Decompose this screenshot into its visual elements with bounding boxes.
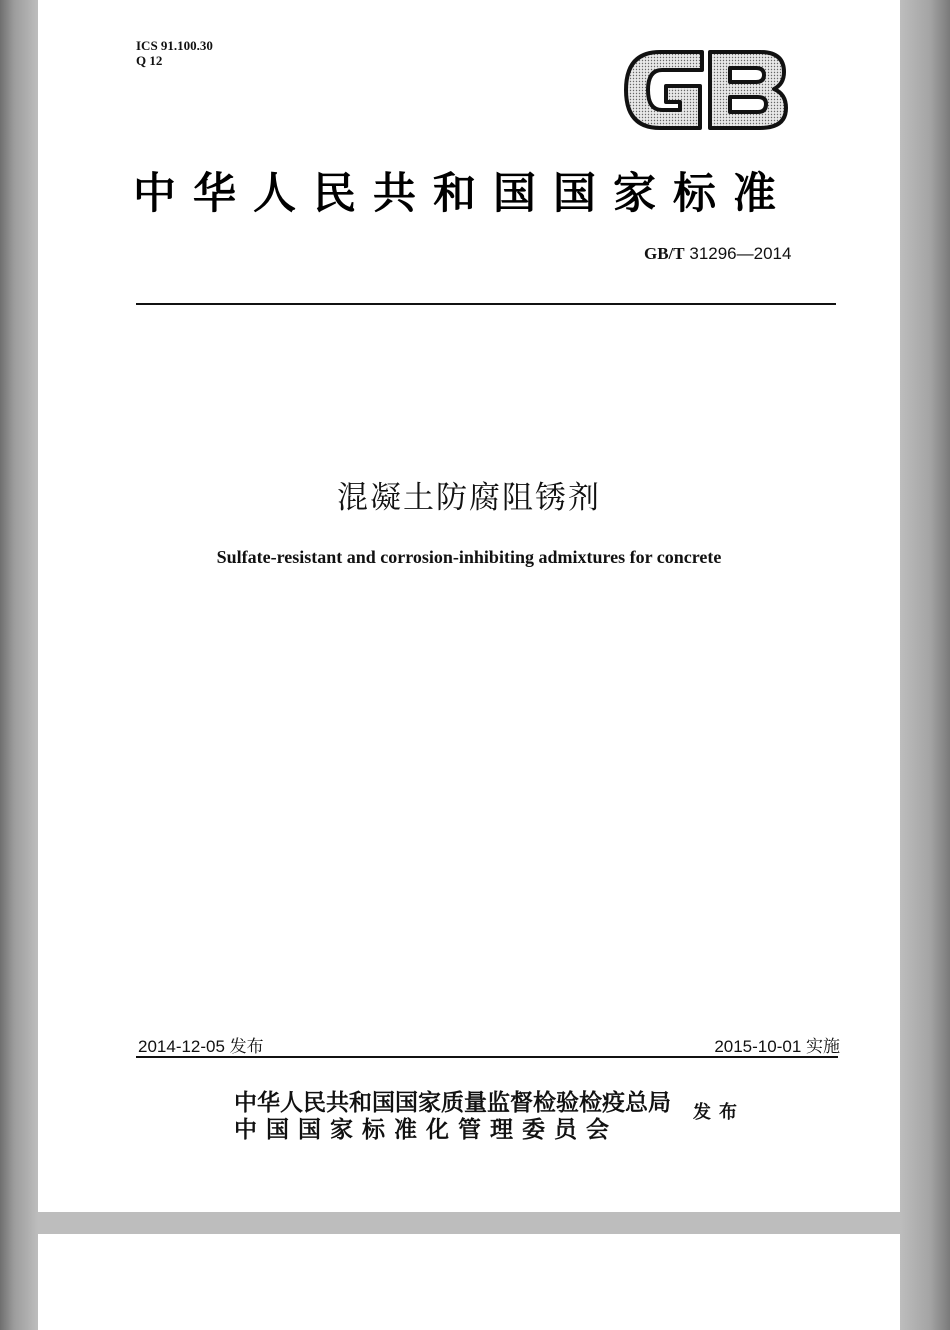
document-title-en: Sulfate-resistant and corrosion-inhibiting admixtures for concrete: [216, 547, 722, 567]
issuer-line-2: 中国国家标准化管理委员会: [234, 1117, 618, 1143]
standard-prefix: GB/T: [644, 244, 685, 263]
standard-code: 31296—2014: [689, 244, 792, 263]
effective-date: 2015-10-01 实施: [714, 1037, 840, 1056]
gb-logo: [620, 44, 790, 136]
header-divider: [136, 303, 836, 305]
publish-date: 2014-12-05 发布: [138, 1037, 264, 1056]
document-page: [38, 0, 900, 1212]
issue-label: 发布: [693, 1102, 745, 1123]
classification-codes: [136, 38, 213, 68]
standard-number: [644, 244, 791, 264]
issuer-line-1: 中华人民共和国国家质量监督检验检疫总局: [234, 1090, 671, 1116]
document-title-cn: 混凝土防腐阻锈剂: [337, 480, 601, 516]
footer-divider: [136, 1056, 838, 1058]
issuer-main-title: 中华人民共和国国家标准: [133, 169, 793, 219]
svg-text:GB: GB: [620, 44, 622, 45]
class-code: Q 12: [136, 53, 163, 68]
ics-code: ICS 91.100.30: [136, 38, 213, 53]
next-page: [38, 1234, 900, 1330]
